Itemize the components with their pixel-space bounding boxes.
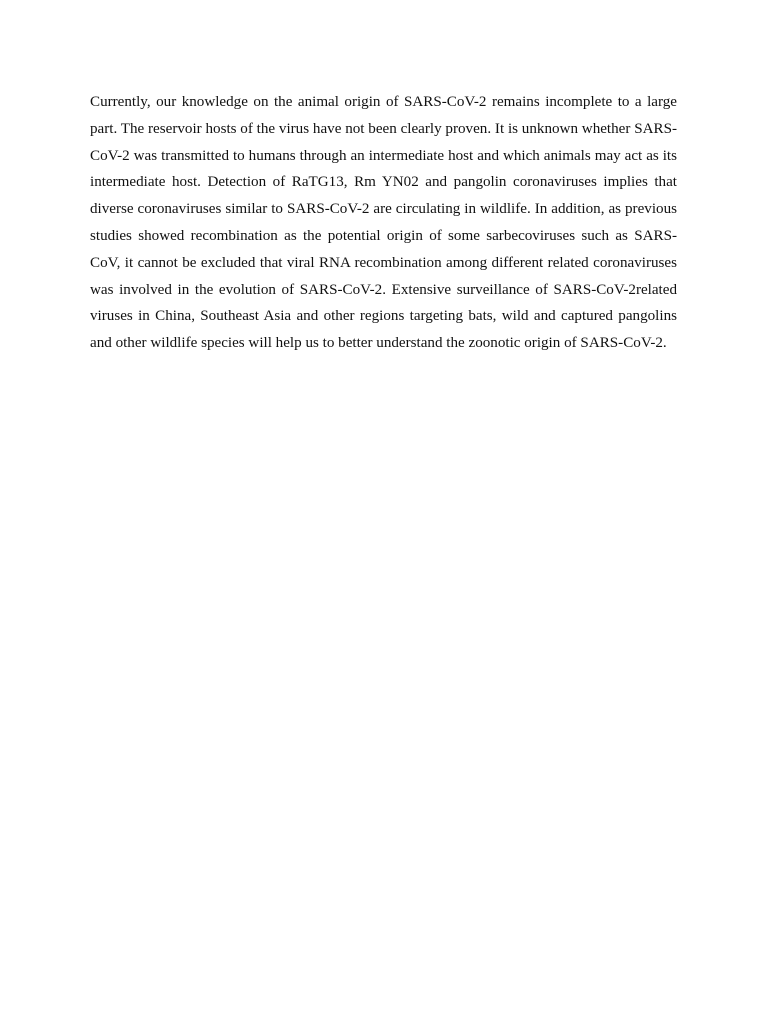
body-paragraph: Currently, our knowledge on the animal origin of SARS-CoV-2 remains incomplete to a large part. The reservoir hosts of the virus have not been clearly proven. It is unknown whether SARS-CoV-2 was transmitted to humans through an intermediate host and which animals may act as its intermediate host. Detection of RaTG13, Rm YN02 and pangolin coronaviruses implies that diverse coronaviruses similar to SARS-CoV-2 are circulating in wildlife. In addition, as previous studies showed recombination as the potential origin of some sarbecoviruses such as SARS-CoV, it cannot be excluded that viral RNA recombination among different related coronaviruses was involved in the evolution of SARS-CoV-2. Extensive surveillance of SARS-CoV-2related viruses in China, Southeast Asia and other regions targeting bats, wild and captured pangolins and other wildlife species will help us to better understand the zoonotic origin of SARS-CoV-2. (90, 94, 677, 352)
